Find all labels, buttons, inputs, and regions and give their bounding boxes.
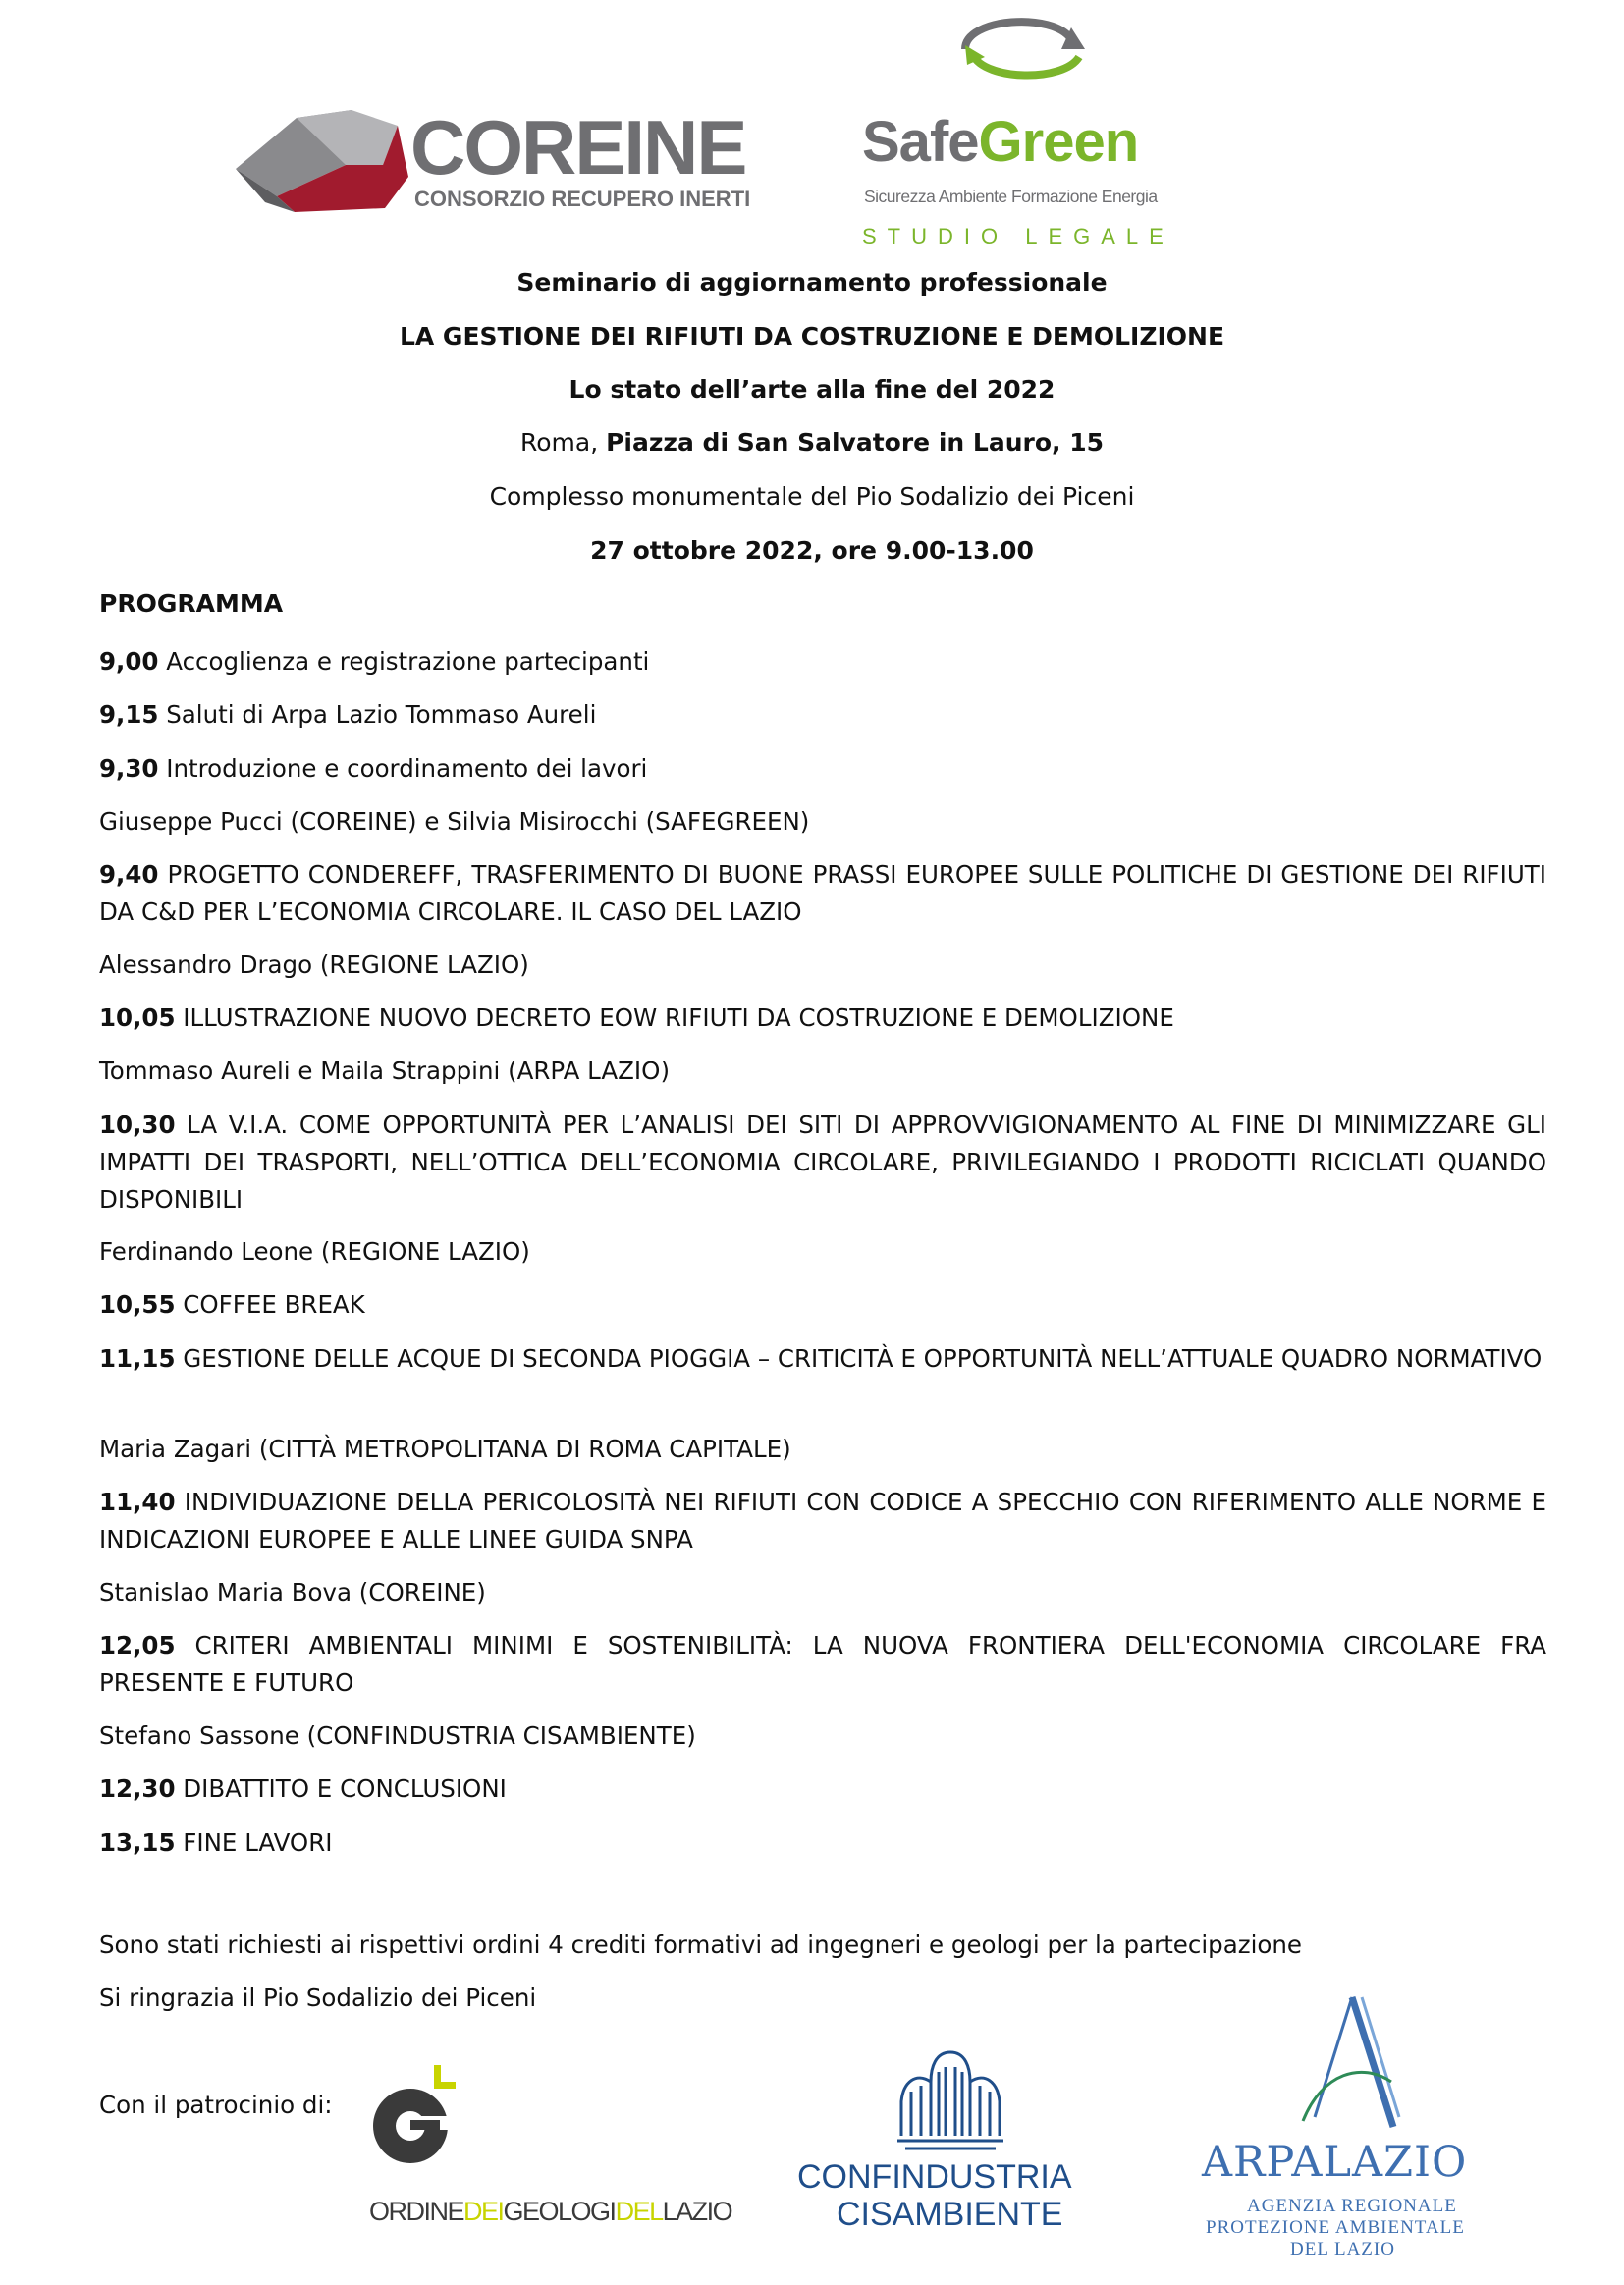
safegreen-name-green: Green	[978, 110, 1139, 174]
program-time: 12,30	[99, 1774, 176, 1803]
confindustria-line2: CISAMBIENTE	[837, 2196, 1063, 2233]
program-item	[99, 1824, 1546, 1862]
confindustria-line1: CONFINDUSTRIA	[797, 2158, 1072, 2196]
program-speakers	[99, 947, 1546, 984]
program-time: 11,40	[99, 1488, 176, 1516]
patronage-label: Con il patrocinio di:	[99, 2091, 333, 2119]
venue-building: Complesso monumentale del Pio Sodalizio dei Piceni	[489, 482, 1135, 511]
program-time: 9,00	[99, 647, 159, 676]
arpa-line1: AGENZIA REGIONALE	[1247, 2196, 1457, 2216]
eagle-icon	[892, 2042, 1009, 2155]
program-text: Ferdinando Leone (REGIONE LAZIO)	[99, 1237, 530, 1266]
program-time: 9,40	[99, 860, 159, 889]
program-text: COFFEE BREAK	[175, 1290, 365, 1319]
safegreen-name	[862, 110, 1139, 174]
program-speakers	[99, 1233, 1546, 1271]
program-text: Stefano Sassone (CONFINDUSTRIA CISAMBIENTE)	[99, 1721, 696, 1750]
program-time: 9,15	[99, 700, 159, 729]
program-text: Tommaso Aureli e Maila Strappini (ARPA LAZIO)	[99, 1057, 671, 1085]
program-item	[99, 1286, 1546, 1324]
safegreen-tagline: Sicurezza Ambiente Formazione Energia	[864, 187, 1158, 206]
safegreen-studio-legale: STUDIO LEGALE	[862, 224, 1174, 248]
program-text: DIBATTITO E CONCLUSIONI	[175, 1774, 507, 1803]
geologi-text	[369, 2197, 731, 2227]
coreine-name: COREINE	[410, 104, 746, 190]
program-item	[99, 1340, 1546, 1378]
venue-city: Roma,	[520, 428, 607, 457]
seminar-subtitle: Seminario di aggiornamento professionale	[516, 268, 1108, 297]
program-text: ILLUSTRAZIONE NUOVO DECRETO EOW RIFIUTI DA COSTRUZIONE E DEMOLIZIONE	[175, 1004, 1174, 1032]
program-item	[99, 750, 1546, 788]
arpalazio-logo	[1200, 1993, 1514, 2268]
program-text: PROGETTO CONDEREFF, TRASFERIMENTO DI BUONE PRASSI EUROPEE SULLE POLITICHE DI GESTIONE DEI RIFIUTI DA C&D PER L’ECONOMIA CIRCOLARE. IL CASO DEL LAZIO	[99, 860, 1546, 926]
program-time: 10,55	[99, 1290, 176, 1319]
ordine-geologi-logo	[369, 2057, 762, 2234]
geologi-t1: ORDINE	[369, 2197, 464, 2226]
programma-heading: PROGRAMMA	[99, 589, 284, 618]
safegreen-logo	[862, 10, 1186, 248]
program-text: GESTIONE DELLE ACQUE DI SECONDA PIOGGIA – CRITICITÀ E OPPORTUNITÀ NELL’ATTUALE QUADRO NORMATIVO	[175, 1344, 1543, 1373]
event-date: 27 ottobre 2022, ore 9.00-13.00	[590, 536, 1034, 565]
program-item	[99, 696, 1546, 734]
program-time: 12,05	[99, 1631, 176, 1659]
program-speakers	[99, 1717, 1546, 1755]
program-text: FINE LAVORI	[175, 1828, 333, 1857]
program-item	[99, 1000, 1546, 1037]
program-time: 11,15	[99, 1344, 176, 1373]
program-item	[99, 643, 1546, 680]
program-item	[99, 1484, 1546, 1558]
program-text: CRITERI AMBIENTALI MINIMI E SOSTENIBILITÀ: LA NUOVA FRONTIERA DELL'ECONOMIA CIRCOLARE FRA PRESENTE E FUTURO	[99, 1631, 1546, 1697]
geologi-t2: DEI	[463, 2197, 504, 2226]
arpa-name: ARPALAZIO	[1202, 2138, 1468, 2187]
program-text: Accoglienza e registrazione partecipanti	[158, 647, 650, 676]
seminar-tagline: Lo stato dell’arte alla fine del 2022	[568, 375, 1056, 404]
program-speakers	[99, 1574, 1546, 1611]
seminar-title: LA GESTIONE DEI RIFIUTI DA COSTRUZIONE E DEMOLIZIONE	[399, 322, 1225, 351]
venue-street: Piazza di San Salvatore in Lauro, 15	[606, 428, 1104, 457]
safegreen-name-safe: Safe	[862, 110, 979, 174]
program-item	[99, 856, 1546, 931]
arpa-line2: PROTEZIONE AMBIENTALE	[1206, 2217, 1465, 2238]
program-text: Stanislao Maria Bova (COREINE)	[99, 1578, 486, 1606]
program-time: 9,30	[99, 754, 159, 783]
program-time: 13,15	[99, 1828, 176, 1857]
thanks-note: Si ringrazia il Pio Sodalizio dei Piceni	[99, 1984, 537, 2012]
arpa-a-icon	[1293, 1993, 1411, 2131]
program-item	[99, 1627, 1546, 1702]
credits-note: Sono stati richiesti ai rispettivi ordini 4 crediti formativi ad ingegneri e geologi per la partecipazione	[99, 1931, 1302, 1959]
program-time: 10,05	[99, 1004, 176, 1032]
program-time: 10,30	[99, 1111, 176, 1139]
program-speakers	[99, 1053, 1546, 1090]
recycle-arrows-icon	[946, 10, 1093, 83]
program-speakers	[99, 803, 1546, 841]
arpa-line3: DEL LAZIO	[1290, 2239, 1395, 2259]
coreine-subtitle: CONSORZIO RECUPERO INERTI	[414, 187, 751, 211]
geologi-t4: DEL	[615, 2197, 663, 2226]
program-text: LA V.I.A. COME OPPORTUNITÀ PER L’ANALISI DEI SITI DI APPROVVIGIONAMENTO AL FINE DI MINIMIZZARE GLI IMPATTI DEI TRASPORTI, NELL’OTTICA DELL’ECONOMIA CIRCOLARE, PRIVILEGIANDO I PRODOTTI RICICLATI QUANDO DISPONIBILI	[99, 1111, 1546, 1214]
geologi-t5: LAZIO	[662, 2197, 732, 2226]
coreine-logo	[236, 104, 751, 216]
confindustria-logo	[793, 2042, 1108, 2239]
program-speakers	[99, 1431, 1546, 1468]
venue-address	[0, 428, 1624, 457]
program-text: Introduzione e coordinamento dei lavori	[158, 754, 648, 783]
program-text: INDIVIDUAZIONE DELLA PERICOLOSITÀ NEI RIFIUTI CON CODICE A SPECCHIO CON RIFERIMENTO ALLE NORME E INDICAZIONI EUROPEE E ALLE LINEE GUIDA SNPA	[99, 1488, 1546, 1553]
coreine-shape-icon	[236, 108, 412, 216]
program-text: Giuseppe Pucci (COREINE) e Silvia Misirocchi (SAFEGREEN)	[99, 807, 810, 836]
program-text: Maria Zagari (CITTÀ METROPOLITANA DI ROMA CAPITALE)	[99, 1435, 791, 1463]
program-item	[99, 1107, 1546, 1219]
geologi-t3: GEOLOGI	[503, 2197, 616, 2226]
program-item	[99, 1770, 1546, 1808]
program-text: Saluti di Arpa Lazio Tommaso Aureli	[158, 700, 597, 729]
geologi-g-icon	[369, 2057, 477, 2170]
program-text: Alessandro Drago (REGIONE LAZIO)	[99, 951, 529, 979]
